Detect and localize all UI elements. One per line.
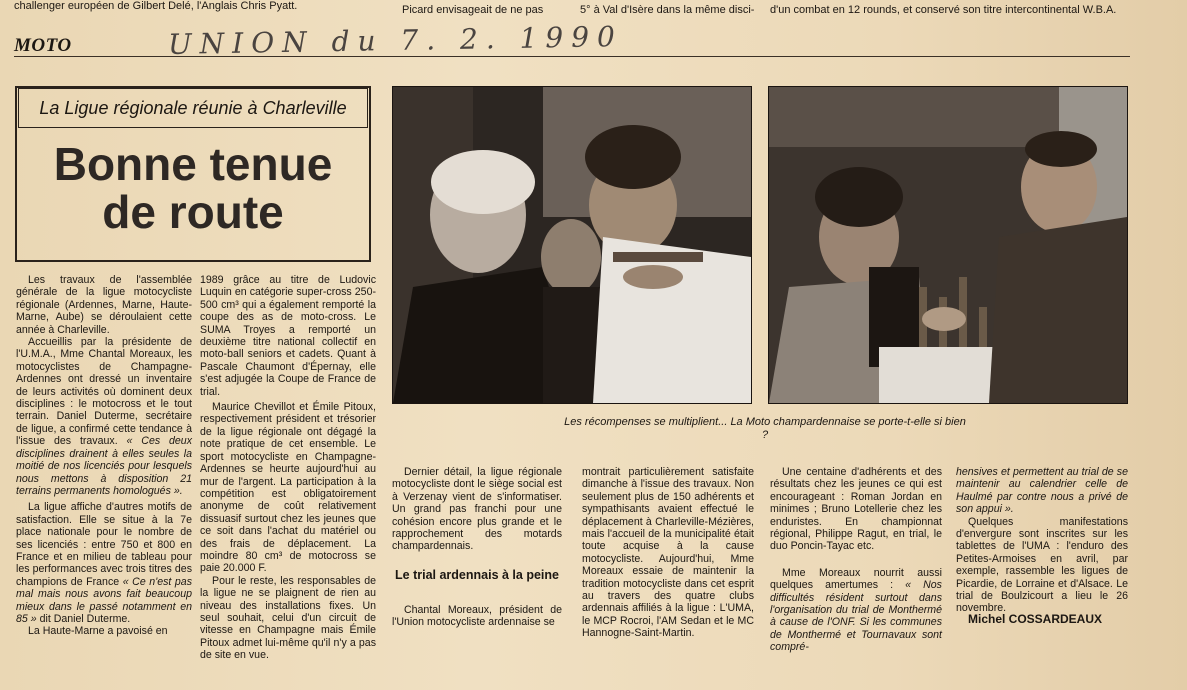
article-title <box>15 140 371 236</box>
col6-para-2: Quelques manifestations d'envergure sont inscrites sur les tablettes de l'UMA : l'enduro des Petites-Armoises en avril, par exemple, rassemble les ligues de Picardie, de Lorraine et d'Alsace. Le trial de Boulzicourt a lieu le 26 novembre. <box>956 515 1128 615</box>
col2-para-3: Pour le reste, les responsables de la ligue ne se plaignent de rien au niveau des installations fixes. Un seul souhait, celui d'un circuit de vitesse en Champagne mais Émile Pitoux admet lui-même qu'il n'y a pas de site en vue. <box>200 574 376 662</box>
photo-trophy-handshake-image <box>769 87 1127 403</box>
col5-para-2-quote: « Nos difficultés résident surtout dans l'organisation du trial de Monthermé à cause de l'ONF. Si les communes de Monthermé et Tournavaux sont compré- <box>770 579 942 654</box>
col4-para-1: montrait particulièrement satisfaite dimanche à l'issue des travaux. Non seulement plus de 150 adhérents et sympathisants avaient effectué le déplacement à Charleville-Mézières, mais l'accueil de la municipalité était toute acquise à la cause motocycliste. Aujourd'hui, Mme Moreaux essaie de maintenir la tradition motocycliste dans cet esprit au travers des quatre clubs ardennais affiliés à la ligue : L'UMA, le MCP Rocroi, l'AM Sedan et le MC Hannogne-Saint-Martin. <box>582 466 754 640</box>
col2-para-2: Maurice Chevillot et Émile Pitoux, respectivement président et trésorier de la ligue régionale ont dégagé la note pratique de cet ensemble. Le sport motocycliste en Champagne-Ardennes se heurte aujourd'hui au mur de l'argent. La participation à la compétition est obligatoirement anonyme de coût relativement dissuasif surtout chez les jeunes que ce soit dans l'achat du matériel ou des frais de déplacement. La moindre 80 cm³ de motocross se paie 20.000 F. <box>200 401 376 575</box>
col1-para-2 <box>16 336 192 497</box>
col1-para-2-quote: « Ces deux disciplines drainent à elles seules la moitié de nos licenciés pour lesquels nous mettons à disposition 21 terrains permanents homologués ». <box>16 435 192 497</box>
column-5 <box>770 466 942 654</box>
author-signature: Michel COSSARDEAUX <box>968 612 1103 626</box>
photo-award-ceremony <box>392 86 752 404</box>
column-3 <box>392 466 562 553</box>
col1-para-3-end: dit Daniel Duterme. <box>39 612 131 625</box>
top-strip-right: d'un combat en 12 rounds, et conservé son titre intercontinental W.B.A. <box>770 4 1117 16</box>
subheading-trial: Le trial ardennais à la peine <box>395 568 559 582</box>
top-strip-mid2: 5° à Val d'Isère dans la même disci- <box>580 4 755 16</box>
title-line-2: de route <box>102 186 284 238</box>
column-2 <box>200 274 376 662</box>
col1-para-2-text: Accueillis par la présidente de l'U.M.A., Mme Chantal Moreaux, les motocyclistes de Champagne-Ardennes ont dressé un inventaire de leurs activités où dominent deux disciplines : le motocross et le tout terrain. Daniel Duterme, secrétaire de ligue, a confirmé cette tendance à l'issue des travaux. <box>16 336 192 448</box>
col5-para-2 <box>770 567 942 654</box>
col3-para-2: Chantal Moreaux, président de l'Union motocycliste ardennaise se <box>392 604 562 629</box>
col1-para-4: La Haute-Marne a pavoisé en <box>28 625 168 638</box>
kicker: La Ligue régionale réunie à Charleville <box>18 88 368 128</box>
top-strip-left: challenger européen de Gilbert Delé, l'Anglais Chris Pyatt. <box>14 0 298 12</box>
section-label: MOTO <box>14 35 72 56</box>
photo-caption: Les récompenses se multiplient... La Moto champardennaise se porte-t-elle si bien ? <box>564 416 966 441</box>
column-1 <box>16 274 192 638</box>
col5-para-2-text: Mme Moreaux nourrit aussi quelques amertumes : <box>770 566 942 592</box>
col3-para-1: Dernier détail, la ligue régionale motocycliste dont le siège social est à Verzenay vient de s'informatiser. Un grand pas franchi pour une cohésion encore plus grande et le rapprochement des motards champardennais. <box>392 466 562 553</box>
col1-para-3-quote: « Ce n'est pas mal mais nous avons fait beaucoup mieux dans le passé notamment en 85 » <box>16 575 192 625</box>
col1-para-3 <box>16 501 192 625</box>
col1-para-1: Les travaux de l'assemblée générale de la ligue motocycliste régionale (Ardennes, Marne, Haute-Marne, Aube) se déroulaient cette année à Charleville. <box>16 274 192 336</box>
col1-para-3-text: La ligue affiche d'autres motifs de satisfaction. Elle se situe à la 7e place nationale pour le nombre de ses licenciés : entre 750 et 800 en France et en milieu de tableau pour les performances avec trois titres des champions de France <box>16 501 192 588</box>
col2-para-1: 1989 grâce au titre de Ludovic Luquin en catégorie super-cross 250-500 cm³ qui a également remporté la coupe des as de moto-cross. Le SUMA Troyes a remporté un deuxième titre national collectif en moto-ball seniors et cadets. Quant à Pascale Chaumont d'Épernay, elle s'est adjugée la Coupe de France de trial. <box>200 274 376 398</box>
top-strip-mid1: Picard envisageait de ne pas <box>402 4 544 16</box>
photo-award-ceremony-image <box>393 87 751 403</box>
col5-para-1: Une centaine d'adhérents et des résultats chez les jeunes ce qui est encourageant : Roman Jordan en minimes ; Bruno Lotellerie chez les enduristes. En championnat régional, Philippe Ragut, en trial, le duo Poncin-Tayac etc. <box>770 466 942 553</box>
photo-trophy-handshake <box>768 86 1128 404</box>
handwritten-date-note: UNION du 7. 2. 1990 <box>167 20 624 61</box>
title-line-1: Bonne tenue <box>53 138 333 190</box>
column-4 <box>582 466 754 640</box>
col6-para-1 <box>956 466 1128 516</box>
column-3-end <box>392 604 562 629</box>
col6-para-1-quote: hensives et permettent au trial de se maintenir au calendrier celle de Haulmé par contre nous a privé de son appui ». <box>956 466 1128 516</box>
column-6 <box>956 466 1128 615</box>
